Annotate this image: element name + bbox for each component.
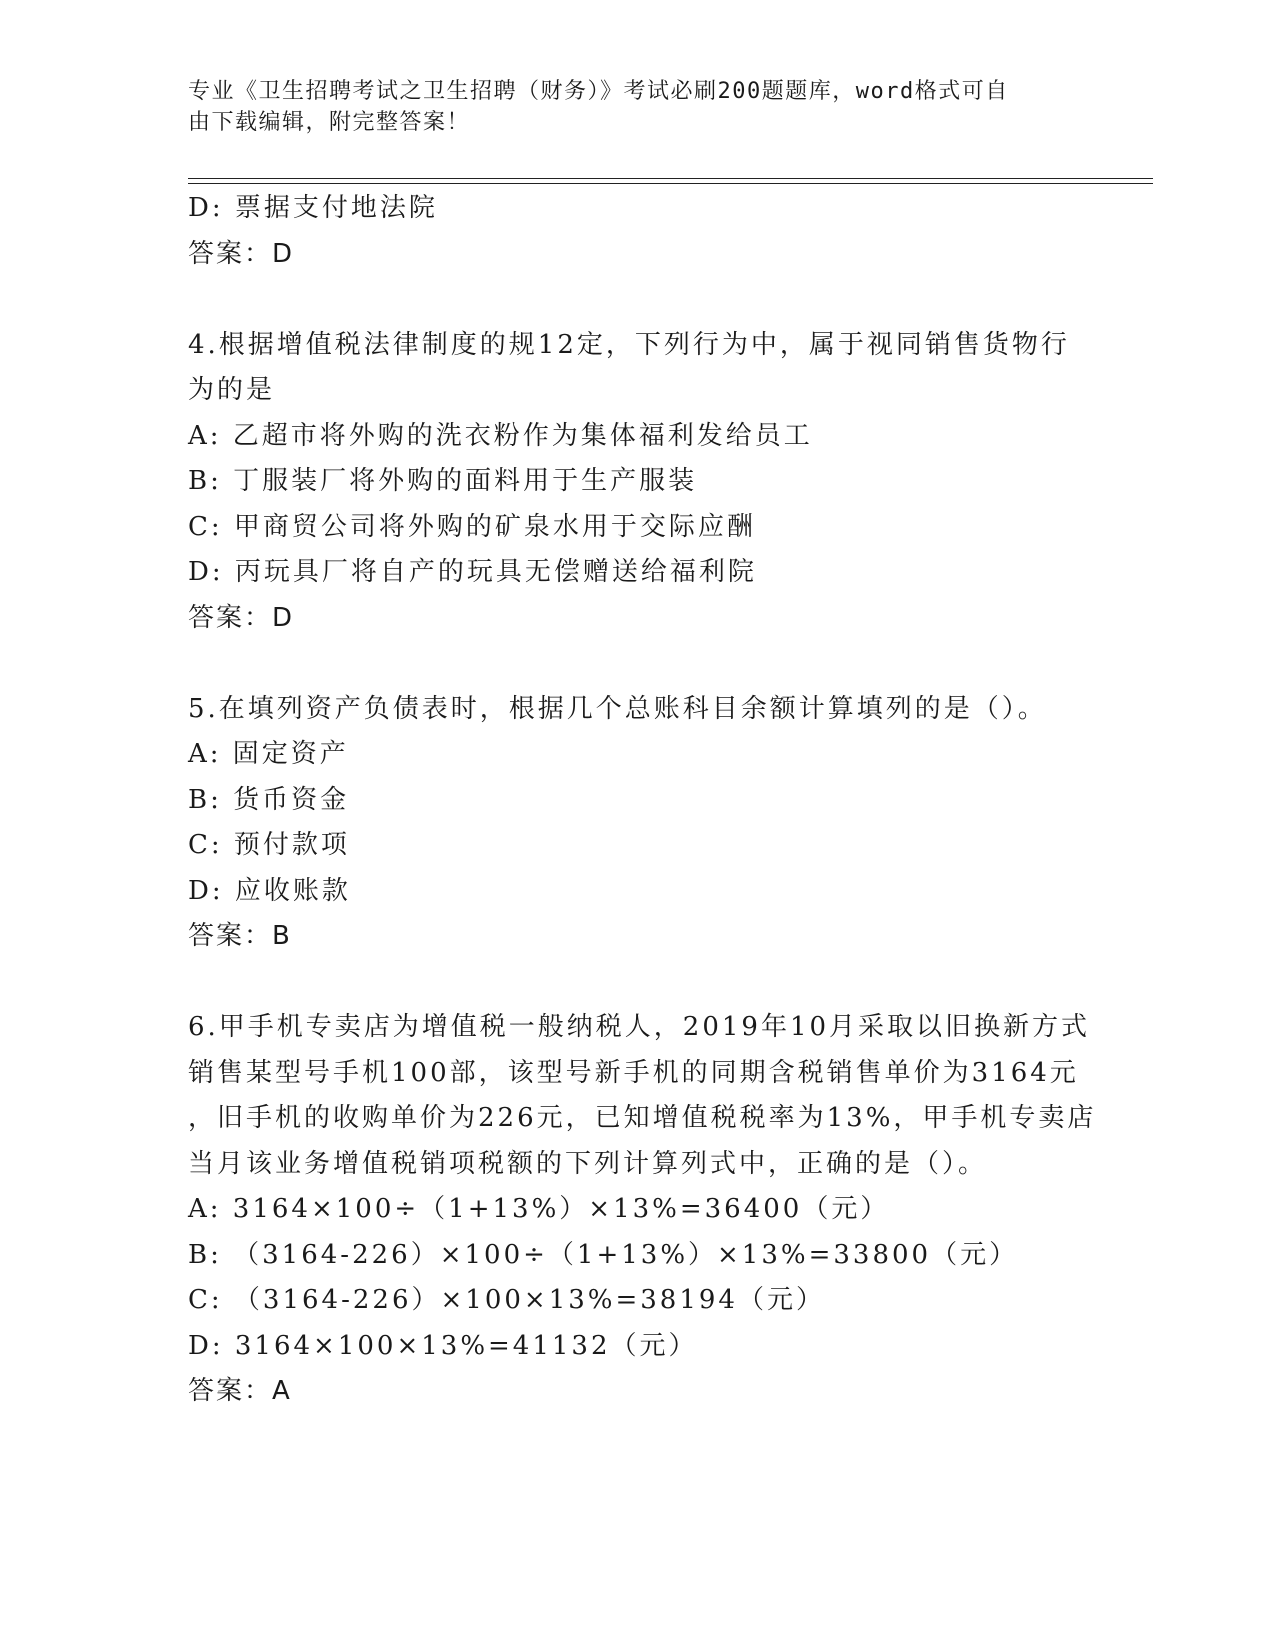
question-5-stem-line-1: 5.在填列资产负债表时，根据几个总账科目余额计算填列的是（）。 — [188, 693, 1047, 724]
spacer — [188, 277, 1088, 323]
question-4-option-c: C: 甲商贸公司将外购的矿泉水用于交际应酬 — [188, 511, 756, 542]
question-5-answer: 答案：B — [188, 921, 292, 951]
question-4-option-b: B: 丁服装厂将外购的面料用于生产服装 — [188, 466, 698, 496]
question-6-option-a: A: 3164×100÷（1+13%）×13%=36400（元） — [188, 1194, 890, 1224]
header-line-1: 专业《卫生招聘考试之卫生招聘（财务）》考试必刷200题题库，word格式可自 — [188, 79, 1009, 104]
question-4-option-d: D: 丙玩具厂将自产的玩具无偿赠送给福利院 — [188, 557, 757, 587]
question-3 — [188, 186, 1088, 277]
header-divider-bottom — [188, 183, 1153, 184]
question-4-option-a: A: 乙超市将外购的洗衣粉作为集体福利发给员工 — [188, 420, 813, 451]
question-6-option-b: B: （3164-226）×100÷（1+13%）×13%=33800（元） — [188, 1239, 1019, 1270]
document-header — [188, 76, 1068, 138]
question-6-option-d: D: 3164×100×13%=41132（元） — [188, 1330, 698, 1361]
question-6-stem-line-2: 销售某型号手机100部，该型号新手机的同期含税销售单价为3164元 — [188, 1057, 1079, 1088]
question-3-option-d: D: 票据支付地法院 — [188, 193, 438, 223]
question-3-answer: 答案：D — [188, 238, 295, 269]
question-6-stem-line-4: 当月该业务增值税销项税额的下列计算列式中，正确的是（）。 — [188, 1148, 988, 1179]
question-4-answer: 答案：D — [188, 602, 295, 633]
question-4 — [188, 323, 1088, 642]
question-content — [188, 186, 1097, 1415]
question-5-option-c: C: 预付款项 — [188, 830, 350, 860]
question-4-stem-line-2: 为的是 — [188, 375, 276, 405]
header-divider-top — [188, 178, 1153, 179]
question-4-stem-line-1: 4.根据增值税法律制度的规12定，下列行为中，属于视同销售货物行 — [188, 329, 1070, 360]
question-5-option-d: D: 应收账款 — [188, 875, 351, 906]
spacer — [188, 960, 1088, 1006]
question-5-option-b: B: 货币资金 — [188, 784, 350, 815]
question-5-option-a: A: 固定资产 — [188, 739, 349, 769]
question-6-option-c: C: （3164-226）×100×13%=38194（元） — [188, 1285, 825, 1315]
question-6-answer: 答案：A — [188, 1376, 292, 1406]
question-5 — [188, 687, 1088, 960]
spacer — [188, 641, 1088, 687]
question-6-stem-line-3: ，旧手机的收购单价为226元，已知增值税税率为13%，甲手机专卖店 — [188, 1103, 1097, 1133]
question-6-stem-line-1: 6.甲手机专卖店为增值税一般纳税人，2019年10月采取以旧换新方式 — [188, 1012, 1091, 1042]
header-line-2: 由下载编辑，附完整答案！ — [188, 110, 471, 135]
question-6 — [188, 1005, 1097, 1415]
